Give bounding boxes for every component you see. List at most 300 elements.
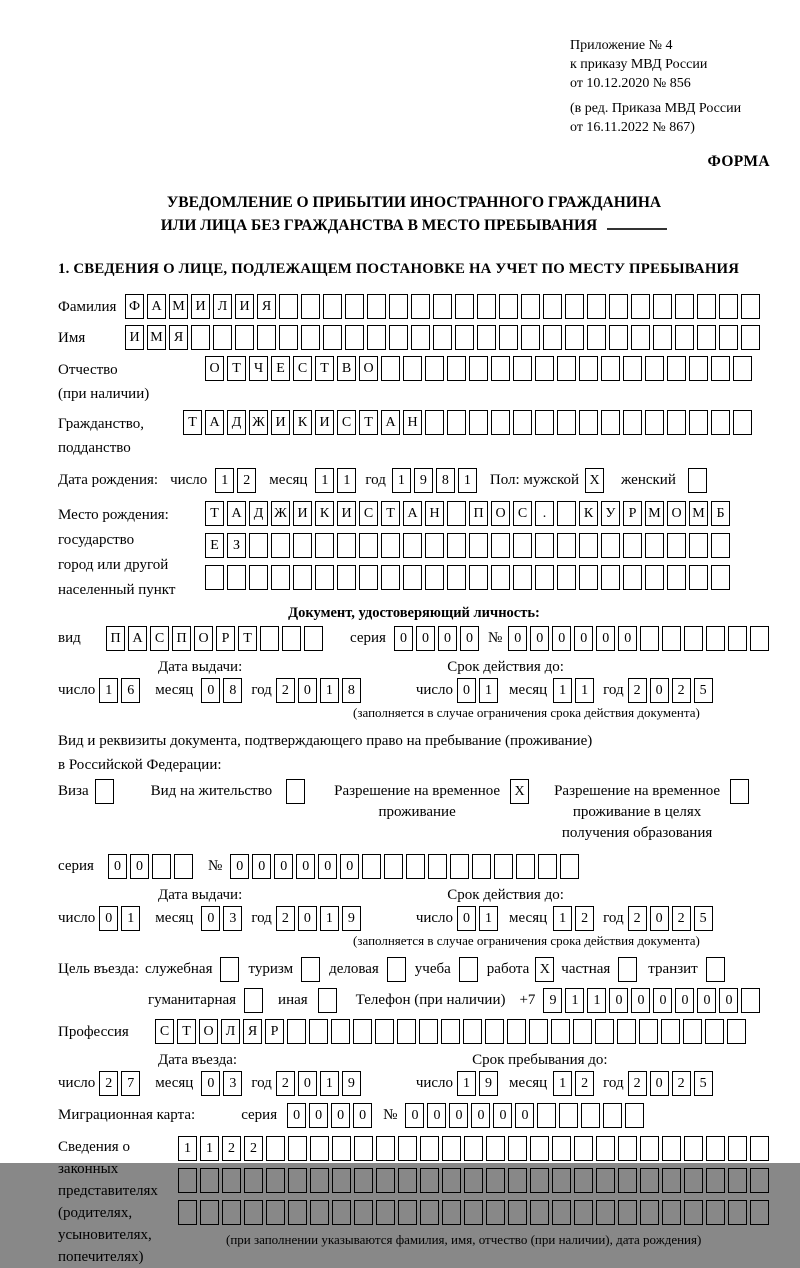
- form-cell[interactable]: С: [337, 410, 356, 435]
- form-cell[interactable]: [420, 1200, 439, 1225]
- form-cell[interactable]: [728, 1136, 747, 1161]
- form-cell[interactable]: [178, 1168, 197, 1193]
- form-cell[interactable]: [618, 1168, 637, 1193]
- form-cell[interactable]: В: [337, 356, 356, 381]
- form-cell[interactable]: [398, 1200, 417, 1225]
- form-cell[interactable]: [640, 1168, 659, 1193]
- form-cell[interactable]: [640, 1136, 659, 1161]
- form-cell[interactable]: О: [491, 501, 510, 526]
- form-cell[interactable]: [601, 565, 620, 590]
- form-cell[interactable]: К: [579, 501, 598, 526]
- form-cell[interactable]: А: [205, 410, 224, 435]
- form-cell[interactable]: 0: [201, 678, 220, 703]
- form-cell[interactable]: П: [106, 626, 125, 651]
- form-cell[interactable]: 2: [575, 1071, 594, 1096]
- form-cell[interactable]: 8: [223, 678, 242, 703]
- permit-issue-month-cells[interactable]: [201, 906, 245, 931]
- patronymic-cells[interactable]: [205, 356, 755, 381]
- form-cell[interactable]: [332, 1200, 351, 1225]
- form-cell[interactable]: 0: [609, 988, 628, 1013]
- form-cell[interactable]: И: [125, 325, 144, 350]
- permit-series-cells[interactable]: [108, 854, 196, 879]
- form-cell[interactable]: 1: [320, 1071, 339, 1096]
- form-cell[interactable]: [287, 1019, 306, 1044]
- form-cell[interactable]: [376, 1200, 395, 1225]
- form-cell[interactable]: 8: [436, 468, 455, 493]
- form-cell[interactable]: [271, 533, 290, 558]
- form-cell[interactable]: 0: [298, 906, 317, 931]
- form-cell[interactable]: [683, 1019, 702, 1044]
- given-name-cells[interactable]: [125, 325, 763, 350]
- form-cell[interactable]: [354, 1168, 373, 1193]
- form-cell[interactable]: Т: [359, 410, 378, 435]
- form-cell[interactable]: [557, 565, 576, 590]
- edu-residence-permit-checkbox[interactable]: [730, 779, 749, 804]
- form-cell[interactable]: 1: [178, 1136, 197, 1161]
- form-cell[interactable]: [260, 626, 279, 651]
- form-cell[interactable]: [538, 854, 557, 879]
- form-cell[interactable]: [662, 1136, 681, 1161]
- birth-year-cells[interactable]: [392, 468, 480, 493]
- form-cell[interactable]: С: [513, 501, 532, 526]
- form-cell[interactable]: [403, 565, 422, 590]
- form-cell[interactable]: [706, 626, 725, 651]
- form-cell[interactable]: О: [667, 501, 686, 526]
- form-cell[interactable]: 0: [274, 854, 293, 879]
- form-cell[interactable]: [279, 325, 298, 350]
- form-cell[interactable]: 0: [697, 988, 716, 1013]
- form-cell[interactable]: [750, 1200, 769, 1225]
- form-cell[interactable]: [428, 854, 447, 879]
- form-cell[interactable]: И: [293, 501, 312, 526]
- representatives-row3-cells[interactable]: [178, 1200, 772, 1225]
- form-cell[interactable]: [645, 356, 664, 381]
- form-cell[interactable]: 0: [596, 626, 615, 651]
- permit-issue-day-cells[interactable]: [99, 906, 143, 931]
- form-cell[interactable]: Ж: [249, 410, 268, 435]
- form-cell[interactable]: С: [293, 356, 312, 381]
- form-cell[interactable]: [288, 1168, 307, 1193]
- form-cell[interactable]: [706, 1200, 725, 1225]
- form-cell[interactable]: [617, 1019, 636, 1044]
- doc-issue-day-cells[interactable]: [99, 678, 143, 703]
- form-cell[interactable]: [301, 325, 320, 350]
- doc-issue-month-cells[interactable]: [201, 678, 245, 703]
- form-cell[interactable]: [266, 1168, 285, 1193]
- form-cell[interactable]: [609, 325, 628, 350]
- form-cell[interactable]: [244, 1168, 263, 1193]
- form-cell[interactable]: З: [227, 533, 246, 558]
- form-cell[interactable]: [537, 1103, 556, 1128]
- form-cell[interactable]: [579, 533, 598, 558]
- form-cell[interactable]: 0: [318, 854, 337, 879]
- form-cell[interactable]: Т: [227, 356, 246, 381]
- form-cell[interactable]: А: [128, 626, 147, 651]
- form-cell[interactable]: [733, 356, 752, 381]
- form-cell[interactable]: 1: [553, 906, 572, 931]
- form-cell[interactable]: [557, 533, 576, 558]
- form-cell[interactable]: [596, 1136, 615, 1161]
- form-cell[interactable]: [455, 325, 474, 350]
- form-cell[interactable]: Д: [227, 410, 246, 435]
- birth-place-row1-cells[interactable]: [205, 501, 733, 526]
- form-cell[interactable]: [719, 325, 738, 350]
- birth-day-cells[interactable]: [215, 468, 259, 493]
- form-cell[interactable]: [530, 1168, 549, 1193]
- form-cell[interactable]: [728, 1168, 747, 1193]
- birth-place-row3-cells[interactable]: [205, 565, 733, 590]
- form-cell[interactable]: [573, 1019, 592, 1044]
- form-cell[interactable]: [315, 533, 334, 558]
- form-cell[interactable]: [551, 1019, 570, 1044]
- form-cell[interactable]: [288, 1200, 307, 1225]
- form-cell[interactable]: [728, 626, 747, 651]
- form-cell[interactable]: [587, 325, 606, 350]
- form-cell[interactable]: [560, 854, 579, 879]
- representatives-row2-cells[interactable]: [178, 1168, 772, 1193]
- form-cell[interactable]: [406, 854, 425, 879]
- form-cell[interactable]: 6: [121, 678, 140, 703]
- form-cell[interactable]: [433, 325, 452, 350]
- form-cell[interactable]: [271, 565, 290, 590]
- form-cell[interactable]: [521, 325, 540, 350]
- form-cell[interactable]: 0: [340, 854, 359, 879]
- form-cell[interactable]: 0: [130, 854, 149, 879]
- form-cell[interactable]: О: [359, 356, 378, 381]
- form-cell[interactable]: [420, 1136, 439, 1161]
- form-cell[interactable]: [697, 325, 716, 350]
- form-cell[interactable]: [579, 410, 598, 435]
- form-cell[interactable]: К: [315, 501, 334, 526]
- form-cell[interactable]: 0: [508, 626, 527, 651]
- form-cell[interactable]: А: [147, 294, 166, 319]
- form-cell[interactable]: 9: [479, 1071, 498, 1096]
- form-cell[interactable]: [491, 533, 510, 558]
- form-cell[interactable]: [557, 501, 576, 526]
- temp-residence-permit-checkbox[interactable]: X: [510, 779, 529, 804]
- form-cell[interactable]: [689, 410, 708, 435]
- permit-valid-month-cells[interactable]: [553, 906, 597, 931]
- form-cell[interactable]: Е: [205, 533, 224, 558]
- form-cell[interactable]: 3: [223, 906, 242, 931]
- form-cell[interactable]: [661, 1019, 680, 1044]
- form-cell[interactable]: [381, 533, 400, 558]
- form-cell[interactable]: [381, 356, 400, 381]
- form-cell[interactable]: [535, 410, 554, 435]
- form-cell[interactable]: [653, 294, 672, 319]
- form-cell[interactable]: [249, 533, 268, 558]
- permit-issue-year-cells[interactable]: [276, 906, 364, 931]
- form-cell[interactable]: [675, 325, 694, 350]
- form-cell[interactable]: [398, 1168, 417, 1193]
- form-cell[interactable]: 0: [493, 1103, 512, 1128]
- form-cell[interactable]: [450, 854, 469, 879]
- form-cell[interactable]: П: [469, 501, 488, 526]
- form-cell[interactable]: [521, 294, 540, 319]
- form-cell[interactable]: [389, 294, 408, 319]
- form-cell[interactable]: [675, 294, 694, 319]
- form-cell[interactable]: Я: [243, 1019, 262, 1044]
- form-cell[interactable]: [499, 294, 518, 319]
- form-cell[interactable]: [603, 1103, 622, 1128]
- representatives-row1-cells[interactable]: [178, 1136, 772, 1161]
- form-cell[interactable]: [508, 1136, 527, 1161]
- doc-number-cells[interactable]: [508, 626, 772, 651]
- form-cell[interactable]: 0: [201, 1071, 220, 1096]
- purpose-official-checkbox[interactable]: [220, 957, 239, 982]
- form-cell[interactable]: [662, 1200, 681, 1225]
- form-cell[interactable]: [516, 854, 535, 879]
- purpose-tourism-checkbox[interactable]: [301, 957, 320, 982]
- form-cell[interactable]: [565, 294, 584, 319]
- doc-valid-day-cells[interactable]: [457, 678, 501, 703]
- form-cell[interactable]: [711, 410, 730, 435]
- form-cell[interactable]: [389, 325, 408, 350]
- form-cell[interactable]: [609, 294, 628, 319]
- form-cell[interactable]: [507, 1019, 526, 1044]
- form-cell[interactable]: [719, 294, 738, 319]
- form-cell[interactable]: [684, 626, 703, 651]
- form-cell[interactable]: Е: [271, 356, 290, 381]
- form-cell[interactable]: [442, 1200, 461, 1225]
- permit-number-cells[interactable]: [230, 854, 582, 879]
- form-cell[interactable]: Б: [711, 501, 730, 526]
- form-cell[interactable]: [323, 294, 342, 319]
- form-cell[interactable]: [384, 854, 403, 879]
- form-cell[interactable]: М: [689, 501, 708, 526]
- form-cell[interactable]: [447, 501, 466, 526]
- migration-number-cells[interactable]: [405, 1103, 647, 1128]
- form-cell[interactable]: [376, 1136, 395, 1161]
- form-cell[interactable]: Р: [623, 501, 642, 526]
- form-cell[interactable]: 0: [201, 906, 220, 931]
- form-cell[interactable]: 0: [230, 854, 249, 879]
- form-cell[interactable]: [354, 1200, 373, 1225]
- form-cell[interactable]: [513, 565, 532, 590]
- form-cell[interactable]: [191, 325, 210, 350]
- form-cell[interactable]: [491, 356, 510, 381]
- form-cell[interactable]: [543, 294, 562, 319]
- form-cell[interactable]: [469, 410, 488, 435]
- form-cell[interactable]: [178, 1200, 197, 1225]
- form-cell[interactable]: 7: [121, 1071, 140, 1096]
- form-cell[interactable]: 2: [222, 1136, 241, 1161]
- form-cell[interactable]: Т: [205, 501, 224, 526]
- form-cell[interactable]: 1: [575, 678, 594, 703]
- phone-cells[interactable]: [543, 988, 763, 1013]
- form-cell[interactable]: [463, 1019, 482, 1044]
- form-cell[interactable]: [301, 294, 320, 319]
- form-cell[interactable]: [581, 1103, 600, 1128]
- form-cell[interactable]: [552, 1168, 571, 1193]
- form-cell[interactable]: 0: [449, 1103, 468, 1128]
- form-cell[interactable]: 0: [650, 906, 669, 931]
- stay-month-cells[interactable]: [553, 1071, 597, 1096]
- purpose-work-checkbox[interactable]: X: [535, 957, 554, 982]
- form-cell[interactable]: [601, 356, 620, 381]
- form-cell[interactable]: 2: [628, 678, 647, 703]
- form-cell[interactable]: 2: [276, 678, 295, 703]
- form-cell[interactable]: 0: [515, 1103, 534, 1128]
- form-cell[interactable]: С: [359, 501, 378, 526]
- form-cell[interactable]: [310, 1136, 329, 1161]
- form-cell[interactable]: [486, 1136, 505, 1161]
- form-cell[interactable]: Я: [257, 294, 276, 319]
- form-cell[interactable]: [315, 565, 334, 590]
- form-cell[interactable]: 2: [672, 1071, 691, 1096]
- form-cell[interactable]: 2: [628, 1071, 647, 1096]
- doc-valid-month-cells[interactable]: [553, 678, 597, 703]
- form-cell[interactable]: [552, 1200, 571, 1225]
- visa-checkbox[interactable]: [95, 779, 114, 804]
- form-cell[interactable]: М: [147, 325, 166, 350]
- form-cell[interactable]: [727, 1019, 746, 1044]
- form-cell[interactable]: [464, 1168, 483, 1193]
- form-cell[interactable]: Р: [265, 1019, 284, 1044]
- form-cell[interactable]: [152, 854, 171, 879]
- form-cell[interactable]: [499, 325, 518, 350]
- form-cell[interactable]: О: [205, 356, 224, 381]
- form-cell[interactable]: [345, 294, 364, 319]
- permit-valid-day-cells[interactable]: [457, 906, 501, 931]
- form-cell[interactable]: .: [535, 501, 554, 526]
- form-cell[interactable]: 5: [694, 906, 713, 931]
- citizenship-cells[interactable]: [183, 410, 755, 435]
- form-cell[interactable]: [625, 1103, 644, 1128]
- form-cell[interactable]: 2: [628, 906, 647, 931]
- form-cell[interactable]: [337, 565, 356, 590]
- form-cell[interactable]: 0: [650, 1071, 669, 1096]
- form-cell[interactable]: [535, 533, 554, 558]
- form-cell[interactable]: [323, 325, 342, 350]
- surname-cells[interactable]: [125, 294, 763, 319]
- form-cell[interactable]: А: [403, 501, 422, 526]
- form-cell[interactable]: [639, 1019, 658, 1044]
- form-cell[interactable]: [332, 1168, 351, 1193]
- form-cell[interactable]: [420, 1168, 439, 1193]
- form-cell[interactable]: 0: [405, 1103, 424, 1128]
- form-cell[interactable]: Н: [403, 410, 422, 435]
- form-cell[interactable]: О: [194, 626, 213, 651]
- doc-type-cells[interactable]: [106, 626, 326, 651]
- doc-valid-year-cells[interactable]: [628, 678, 716, 703]
- form-cell[interactable]: [750, 1136, 769, 1161]
- form-cell[interactable]: [332, 1136, 351, 1161]
- form-cell[interactable]: [529, 1019, 548, 1044]
- form-cell[interactable]: 1: [587, 988, 606, 1013]
- form-cell[interactable]: [411, 294, 430, 319]
- form-cell[interactable]: [419, 1019, 438, 1044]
- form-cell[interactable]: С: [150, 626, 169, 651]
- form-cell[interactable]: 1: [553, 678, 572, 703]
- form-cell[interactable]: 1: [553, 1071, 572, 1096]
- purpose-business-checkbox[interactable]: [387, 957, 406, 982]
- form-cell[interactable]: [631, 325, 650, 350]
- form-cell[interactable]: [631, 294, 650, 319]
- form-cell[interactable]: [353, 1019, 372, 1044]
- form-cell[interactable]: [587, 294, 606, 319]
- form-cell[interactable]: [596, 1200, 615, 1225]
- form-cell[interactable]: [645, 565, 664, 590]
- purpose-other-checkbox[interactable]: [318, 988, 337, 1013]
- form-cell[interactable]: [645, 410, 664, 435]
- form-cell[interactable]: Ф: [125, 294, 144, 319]
- form-cell[interactable]: [447, 356, 466, 381]
- form-cell[interactable]: [508, 1200, 527, 1225]
- form-cell[interactable]: [222, 1168, 241, 1193]
- form-cell[interactable]: И: [235, 294, 254, 319]
- form-cell[interactable]: А: [227, 501, 246, 526]
- form-cell[interactable]: [293, 533, 312, 558]
- form-cell[interactable]: [491, 410, 510, 435]
- form-cell[interactable]: И: [337, 501, 356, 526]
- form-cell[interactable]: [477, 294, 496, 319]
- form-cell[interactable]: 0: [471, 1103, 490, 1128]
- form-cell[interactable]: [491, 565, 510, 590]
- form-cell[interactable]: [574, 1136, 593, 1161]
- form-cell[interactable]: [741, 988, 760, 1013]
- form-cell[interactable]: М: [169, 294, 188, 319]
- form-cell[interactable]: 0: [457, 678, 476, 703]
- form-cell[interactable]: [213, 325, 232, 350]
- form-cell[interactable]: 0: [287, 1103, 306, 1128]
- form-cell[interactable]: [403, 356, 422, 381]
- form-cell[interactable]: 9: [342, 906, 361, 931]
- form-cell[interactable]: 0: [427, 1103, 446, 1128]
- permit-valid-year-cells[interactable]: [628, 906, 716, 931]
- form-cell[interactable]: 1: [565, 988, 584, 1013]
- form-cell[interactable]: [425, 356, 444, 381]
- form-cell[interactable]: [425, 410, 444, 435]
- form-cell[interactable]: [684, 1200, 703, 1225]
- form-cell[interactable]: [750, 626, 769, 651]
- form-cell[interactable]: [711, 356, 730, 381]
- form-cell[interactable]: [579, 565, 598, 590]
- form-cell[interactable]: [331, 1019, 350, 1044]
- form-cell[interactable]: К: [293, 410, 312, 435]
- form-cell[interactable]: [662, 1168, 681, 1193]
- form-cell[interactable]: [689, 565, 708, 590]
- form-cell[interactable]: [425, 533, 444, 558]
- form-cell[interactable]: 1: [337, 468, 356, 493]
- form-cell[interactable]: У: [601, 501, 620, 526]
- form-cell[interactable]: [309, 1019, 328, 1044]
- form-cell[interactable]: Т: [315, 356, 334, 381]
- form-cell[interactable]: [485, 1019, 504, 1044]
- form-cell[interactable]: [477, 325, 496, 350]
- form-cell[interactable]: [381, 565, 400, 590]
- form-cell[interactable]: [257, 325, 276, 350]
- migration-series-cells[interactable]: [287, 1103, 375, 1128]
- form-cell[interactable]: 2: [672, 906, 691, 931]
- purpose-humanitarian-checkbox[interactable]: [244, 988, 263, 1013]
- form-cell[interactable]: [667, 533, 686, 558]
- form-cell[interactable]: 9: [342, 1071, 361, 1096]
- form-cell[interactable]: [486, 1200, 505, 1225]
- form-cell[interactable]: [354, 1136, 373, 1161]
- form-cell[interactable]: [411, 325, 430, 350]
- form-cell[interactable]: [376, 1168, 395, 1193]
- form-cell[interactable]: [623, 410, 642, 435]
- form-cell[interactable]: Т: [238, 626, 257, 651]
- form-cell[interactable]: [282, 626, 301, 651]
- form-cell[interactable]: [640, 1200, 659, 1225]
- form-cell[interactable]: [565, 325, 584, 350]
- form-cell[interactable]: [469, 356, 488, 381]
- form-cell[interactable]: [601, 533, 620, 558]
- form-cell[interactable]: 0: [457, 906, 476, 931]
- form-cell[interactable]: 0: [298, 678, 317, 703]
